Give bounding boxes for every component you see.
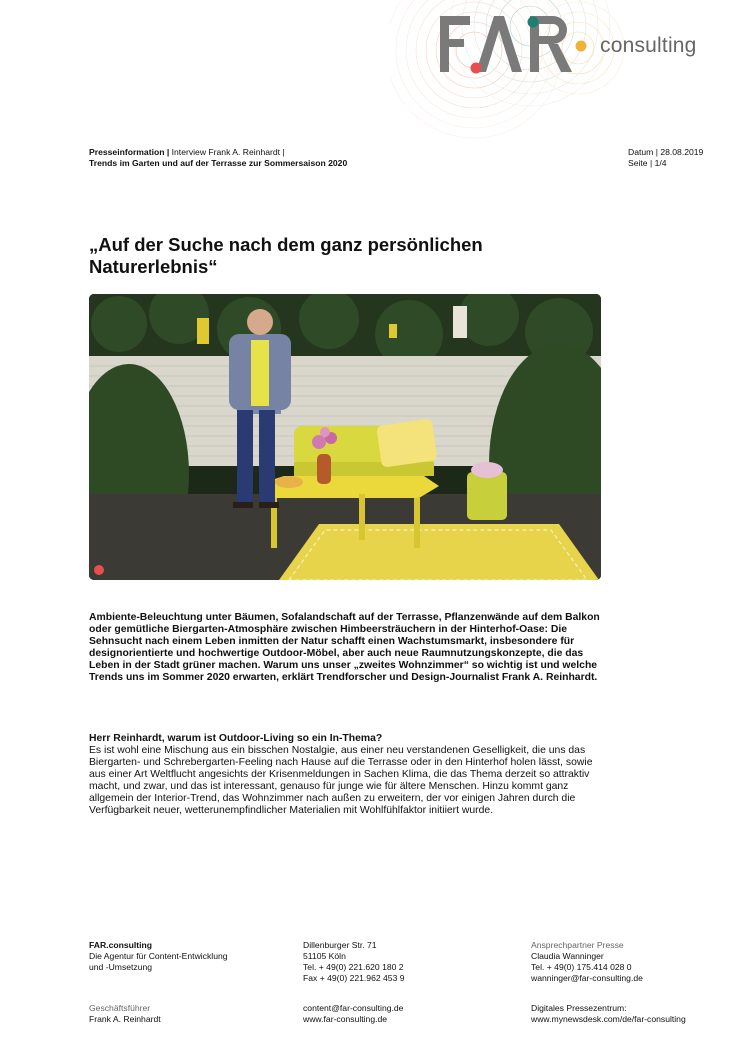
interview-question: Herr Reinhardt, warum ist Outdoor-Living so ein In-Thema? bbox=[89, 733, 383, 744]
footer-ceo: Geschäftsführer Frank A. Reinhardt bbox=[89, 1003, 161, 1024]
footer-press-center: Digitales Pressezentrum: www.mynewsdesk.com/de/far-consulting bbox=[531, 1003, 686, 1024]
footer-company: FAR.consulting Die Agentur für Content-Entwicklung und -Umsetzung bbox=[89, 940, 228, 972]
lantern-yellow bbox=[197, 318, 209, 344]
footer-web-link[interactable]: www.far-consulting.de bbox=[303, 1014, 388, 1024]
document-meta bbox=[628, 147, 703, 169]
footer-press-contact: Ansprechpartner Presse Claudia Wanninger Tel. + 49(0) 175.414 028 0 wanninger@far-consulting.de bbox=[531, 940, 643, 983]
header-label: Presseinformation | bbox=[89, 147, 170, 157]
header-line-1 bbox=[89, 147, 529, 158]
yellow-basket bbox=[467, 472, 507, 520]
logo-dot-coral bbox=[471, 63, 482, 74]
logo-circle-pattern bbox=[390, 0, 624, 138]
logo-dot-yellow bbox=[576, 41, 587, 52]
footer-address: Dillenburger Str. 71 51105 Köln Tel. + 49(0) 221.620 180 2 Fax + 49(0) 221.962 453 9 bbox=[303, 940, 405, 983]
logo-far-letters bbox=[440, 16, 572, 72]
header-line-2: Trends im Garten und auf der Terrasse zur Sommersaison 2020 bbox=[89, 158, 348, 168]
lantern-white bbox=[453, 306, 467, 338]
article-photo bbox=[89, 294, 601, 580]
page-number: Seite | 1/4 bbox=[628, 158, 667, 168]
logo-wordmark: consulting bbox=[600, 34, 697, 57]
document-date: Datum | 28.08.2019 bbox=[628, 147, 704, 157]
logo-dot-teal bbox=[528, 17, 539, 28]
garden-scene-illustration bbox=[89, 294, 601, 580]
header-subject: Interview Frank A. Reinhardt | bbox=[169, 147, 285, 157]
press-email-link[interactable]: wanninger@far-consulting.de bbox=[531, 973, 643, 983]
yellow-rug bbox=[279, 524, 599, 580]
article-lead: Ambiente-Beleuchtung unter Bäumen, Sofalandschaft auf der Terrasse, Pflanzenwände auf dem Balkon oder gemütliche Biergarten-Atmosphäre zwischen Himbeersträuchern in der Hinterhof-Oase: Die Sehnsucht nach einem Leben inmitten der Natur schafft einen Wachstumsmarkt, insbesondere für designorientierte und hochwertige Outdoor-Möbel, aber auch neue Raumnutzungskonzepte, die das Leben in der Stadt grüner machen. Warum uns unser „zweites Wohnzimmer“ so wichtig ist und welche Trends uns im Sommer 2020 erwarten, erklärt Trendforscher und Design-Journalist Frank A. Reinhardt. bbox=[89, 612, 600, 684]
far-consulting-logo bbox=[390, 0, 680, 160]
press-center-link[interactable]: www.mynewsdesk.com/de/far-consulting bbox=[531, 1014, 686, 1024]
footer-contact-links bbox=[303, 1003, 403, 1025]
photo-red-dot bbox=[94, 565, 104, 575]
article-title: „Auf der Suche nach dem ganz persönlichen Naturerlebnis“ bbox=[89, 234, 483, 277]
interview-answer: Es ist wohl eine Mischung aus ein bisschen Nostalgie, aus einer neu verstandenen Geselligkeit, die uns das Biergarten- und Schrebergarten-Feeling nach Hause auf die Terrasse oder in den Hinterhof holen lässt, sowie aus einer Art Weltflucht angesichts der Krisenmeldungen in Sachen Klima, die das Thema derzeit so attraktiv macht, und zwar, und das ist interessant, genauso für junge wie für ältere Menschen. Hinzu kommt ganz allgemein der Interior-Trend, das Wohnzimmer nach außen zu erweitern, der vor einigen Jahren durch die Verfügbarkeit neuer, wetterunempfindlicher Materialien mit Wohlfühlfaktor initiiert wurde. bbox=[89, 745, 593, 817]
footer-email-link[interactable]: content@far-consulting.de bbox=[303, 1003, 404, 1013]
document-header bbox=[89, 147, 529, 169]
